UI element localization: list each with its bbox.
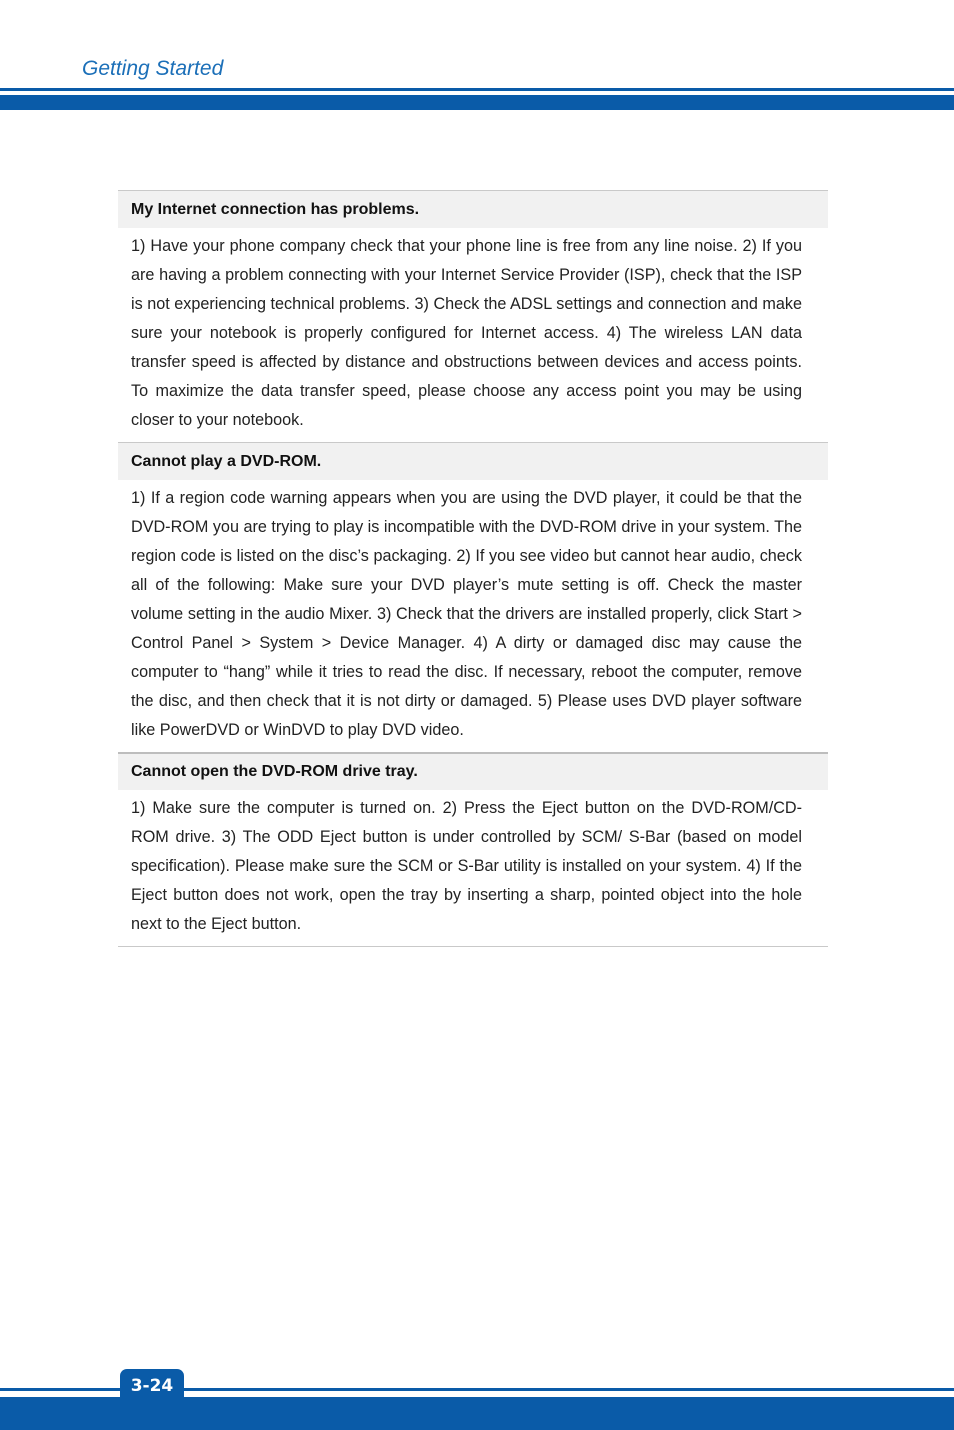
page-number-badge: 3-24: [120, 1369, 184, 1403]
header-rule-thick: [0, 95, 954, 110]
faq-answer: 1) If a region code warning appears when you are using the DVD player, it could be that the DVD-ROM you are trying to play is incompatible with the DVD-ROM drive in your system. The region code is listed on the disc’s packaging. 2) If you see video but cannot hear audio, check all of the following: Make sure your DVD player’s mute setting is off. Check the master volume setting in the audio Mixer. 3) Check that the drivers are installed properly, click Start > Control Panel > System > Device Manager. 4) A dirty or damaged disc may cause the computer to “hang” while it tries to read the disc. If necessary, reboot the computer, remove the disc, and then check that it is not dirty or damaged. 5) Please uses DVD player software like PowerDVD or WinDVD to play DVD video.: [131, 489, 802, 739]
faq-question: Cannot play a DVD-ROM.: [118, 442, 828, 480]
faq-answer: 1) Have your phone company check that your phone line is free from any line noise. 2) If you are having a problem connecting with your Internet Service Provider (ISP), check that the ISP is not experiencing technical problems. 3) Check the ADSL settings and connection and make sure your notebook is properly configured for Internet access. 4) The wireless LAN data transfer speed is affected by distance and obstructions between devices and access points. To maximize the data transfer speed, please choose any access point you may be using closer to your notebook.: [131, 237, 802, 429]
faq-answer: 1) Make sure the computer is turned on. 2) Press the Eject button on the DVD-ROM/CD-ROM drive. 3) The ODD Eject button is under controlled by SCM/ S-Bar (based on model specification). Please make sure the SCM or S-Bar utility is installed on your system. 4) If the Eject button does not work, open the tray by inserting a sharp, pointed object into the hole next to the Eject button.: [131, 799, 802, 933]
faq-question: Cannot open the DVD-ROM drive tray.: [118, 752, 828, 790]
section-title: Getting Started: [82, 57, 224, 80]
troubleshooting-table: [118, 190, 828, 947]
faq-question: My Internet connection has problems.: [118, 190, 828, 228]
header-rule-thin: [0, 88, 954, 91]
